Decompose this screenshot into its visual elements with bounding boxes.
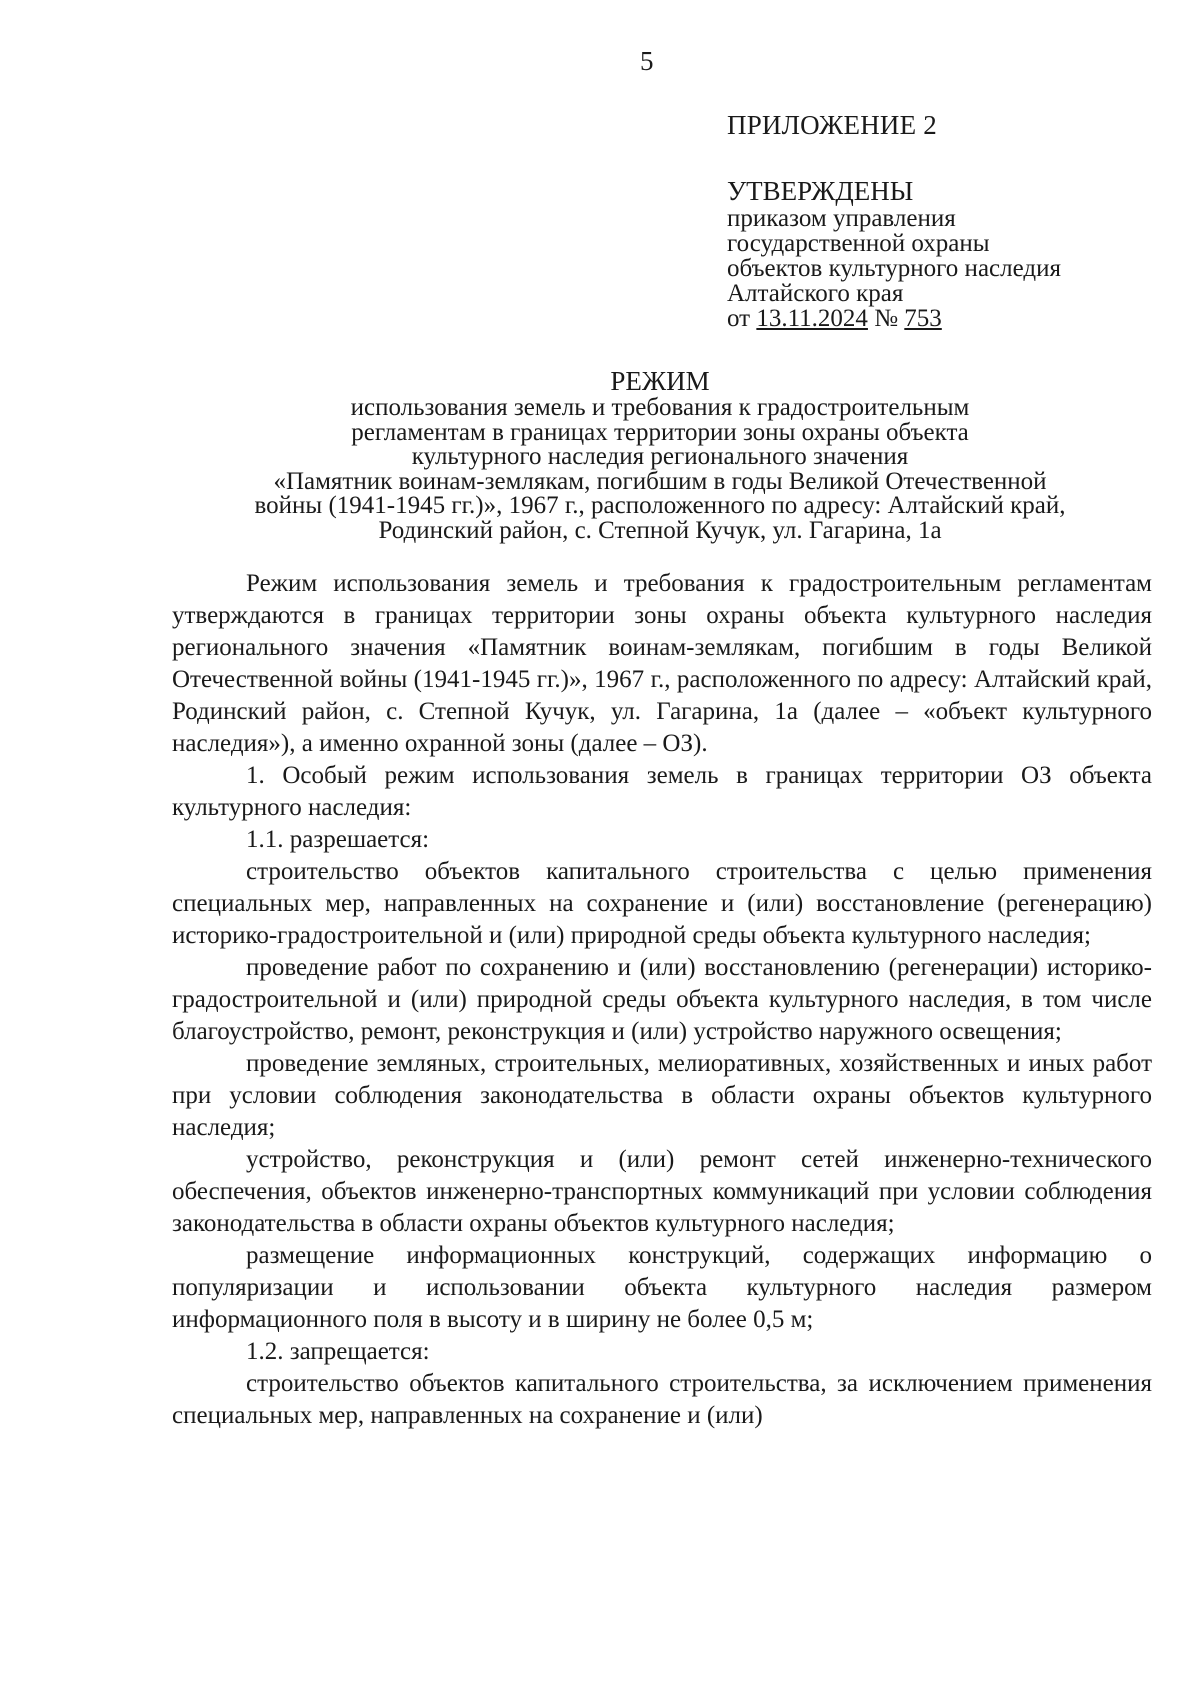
approval-line: объектов культурного наследия bbox=[727, 255, 1061, 282]
number-prefix: № bbox=[867, 305, 905, 332]
document-body bbox=[172, 568, 1152, 1432]
approval-title: УТВЕРЖДЕНЫ bbox=[727, 176, 914, 206]
body-paragraph: 1.1. разрешается: bbox=[246, 826, 430, 853]
body-paragraph: проведение земляных, строительных, мелиоративных, хозяйственных и иных работ при условии соблюдения законодательства в области охраны объектов культурного наследия; bbox=[172, 1050, 1152, 1141]
approval-line: приказом управления bbox=[727, 205, 956, 232]
body-paragraph: 1.2. запрещается: bbox=[246, 1338, 430, 1365]
body-paragraph: проведение работ по сохранению и (или) восстановлению (регенерации) историко-градостроительной и (или) природной среды объекта культурного наследия, в том числе благоустройство, ремонт, реконструкция и (или) устройство наружного освещения; bbox=[172, 954, 1152, 1045]
order-date: 13.11.2024 bbox=[756, 305, 868, 332]
approval-block bbox=[727, 176, 1177, 331]
approval-date-line bbox=[727, 306, 1177, 331]
document-heading bbox=[170, 366, 1150, 543]
approval-line: Алтайского края bbox=[727, 280, 904, 307]
document-subtitle-line: Родинский район, с. Степной Кучук, ул. Гагарина, 1а bbox=[378, 516, 942, 544]
body-paragraph: строительство объектов капитального строительства с целью применения специальных мер, направленных на сохранение и (или) восстановление (регенерацию) историко-градостроительной и (или) природной среды объекта культурного наследия; bbox=[172, 858, 1152, 949]
date-prefix: от bbox=[727, 305, 757, 332]
document-subtitle-line: войны (1941-1945 гг.)», 1967 г., расположенного по адресу: Алтайский край, bbox=[254, 492, 1066, 519]
order-number: 753 bbox=[904, 305, 942, 332]
body-paragraph: строительство объектов капитального строительства, за исключением применения специальных мер, направленных на сохранение и (или) bbox=[172, 1370, 1152, 1429]
document-title: РЕЖИМ bbox=[610, 366, 710, 396]
appendix-label: ПРИЛОЖЕНИЕ 2 bbox=[727, 110, 937, 140]
document-subtitle-line: «Памятник воинам-землякам, погибшим в годы Великой Отечественной bbox=[273, 467, 1047, 495]
body-paragraph: размещение информационных конструкций, содержащих информацию о популяризации и использовании объекта культурного наследия размером информационного поля в высоту и в ширину не более 0,5 м; bbox=[172, 1242, 1152, 1333]
body-paragraph: устройство, реконструкция и (или) ремонт сетей инженерно-технического обеспечения, объектов инженерно-транспортных коммуникаций при условии соблюдения законодательства в области охраны объектов культурного наследия; bbox=[172, 1146, 1152, 1237]
approval-line: государственной охраны bbox=[727, 230, 990, 257]
document-subtitle-line: использования земель и требования к градостроительным bbox=[350, 394, 970, 421]
body-paragraph: Режим использования земель и требования к градостроительным регламентам утверждаются в границах территории зоны охраны объекта культурного наследия регионального значения «Памятник воинам-землякам, погибшим в годы Великой Отечественной войны (1941-1945 гг.)», 1967 г., расположенного по адресу: Алтайский край, Родинский район, с. Степной Кучук, ул. Гагарина, 1а (далее – «объект культурного наследия»), а именно охранной зоны (далее – ОЗ). bbox=[172, 570, 1152, 757]
document-subtitle-line: регламентам в границах территории зоны охраны объекта bbox=[351, 418, 969, 446]
body-paragraph: 1. Особый режим использования земель в границах территории ОЗ объекта культурного наследия: bbox=[172, 762, 1152, 821]
page-number: 5 bbox=[640, 46, 654, 76]
document-subtitle-line: культурного наследия регионального значения bbox=[411, 443, 909, 470]
